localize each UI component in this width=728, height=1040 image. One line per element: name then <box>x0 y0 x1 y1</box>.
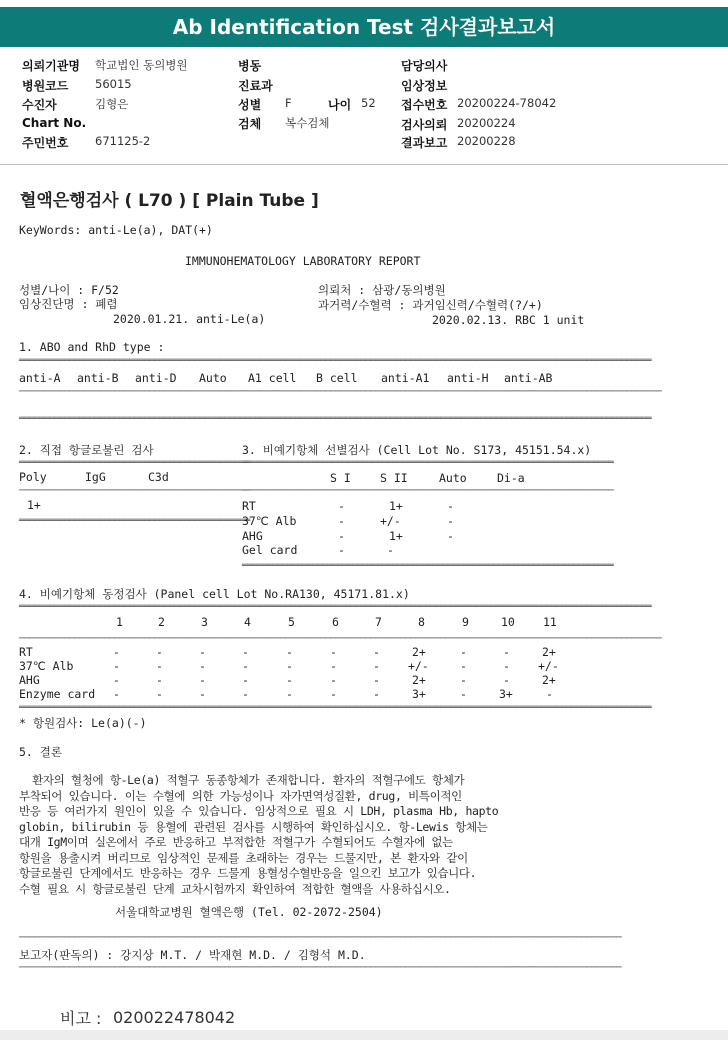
screen-row-label: RT <box>242 499 256 513</box>
info-label: 병동 <box>238 59 262 73</box>
single-rule: ──────────────────────────────────────────────────────────────────────────────────────────────────────────────────────────────── <box>19 634 662 644</box>
lab-title: IMMUNOHEMATOLOGY LABORATORY REPORT <box>185 254 421 268</box>
panel-cell: 2+ <box>542 645 556 659</box>
panel-cell: - <box>156 687 163 701</box>
panel-row-label: RT <box>19 645 33 659</box>
panel-cell: - <box>199 687 206 701</box>
antigen-test: * 항원검사: Le(a)(-) <box>19 716 147 730</box>
dat-value: 1+ <box>27 498 41 512</box>
panel-cell: +/- <box>408 659 429 673</box>
panel-cell: - <box>242 659 249 673</box>
panel-cell: - <box>242 645 249 659</box>
double-rule: ══════════════════════════════════════════════════════════════════════════ <box>242 458 614 468</box>
screen-col: S I <box>330 471 351 485</box>
remark-label: 비고 : <box>60 1009 102 1028</box>
panel-col-header: 8 <box>418 615 425 629</box>
conclusion-line: 항글로불린 단계에서도 반응하는 경우 드물게 용혈성수혈반응을 일으킨 보고가 있습니다. <box>19 866 477 880</box>
section-divider <box>0 164 728 165</box>
panel-cell: - <box>373 673 380 687</box>
panel-row-label: AHG <box>19 673 40 687</box>
abo-col: anti-A1 <box>381 371 430 385</box>
info-label: 진료과 <box>238 79 273 93</box>
panel-cell: - <box>156 673 163 687</box>
patient-requester: 의뢰처 : 삼광/동의병원 <box>318 283 446 297</box>
panel-cell: 2+ <box>412 645 426 659</box>
abo-col: anti-A <box>19 371 61 385</box>
screen-cell: - <box>338 514 345 528</box>
screen-row-label: 37℃ Alb <box>242 514 297 528</box>
double-rule: ══════════════════════════════════════════════════════════════════════════════════════════════════════════════════════════════ <box>19 414 652 424</box>
panel-cell: 2+ <box>412 673 426 687</box>
conclusion-line: 수혈 필요 시 항글로불린 단계 교차시험까지 확인하여 적합한 혈액을 사용하십시오. <box>19 881 451 896</box>
dat-col: IgG <box>85 470 106 484</box>
panel-cell: - <box>330 645 337 659</box>
report-heading: 혈액은행검사 ( L70 ) [ Plain Tube ] <box>20 191 319 211</box>
panel-col-header: 9 <box>462 615 469 629</box>
panel-cell: - <box>330 659 337 673</box>
panel-cell: 2+ <box>542 673 556 687</box>
single-rule: ──────────────────────────────────────────────────────────────────────────────────────────────────────────────────────────────── <box>19 387 662 397</box>
section1-title: 1. ABO and RhD type : <box>19 340 165 354</box>
double-rule: ══════════════════════════════════════════════════════════════════════════════════════════════════════════════════════════════ <box>19 602 652 612</box>
double-rule: ══════════════════════════════════════════════════════════════════════════ <box>242 561 614 571</box>
screen-cell: - <box>338 499 345 513</box>
info-label: 접수번호 <box>401 98 448 112</box>
info-label: Chart No. <box>22 116 87 130</box>
bottom-band <box>0 1030 728 1040</box>
panel-cell: - <box>546 687 553 701</box>
double-rule: ══════════════════════════════════════════════════════════════════════════════════════════════════════════════════════════════ <box>19 356 652 366</box>
panel-cell: - <box>156 645 163 659</box>
panel-cell: - <box>503 659 510 673</box>
info-label: 수진자 <box>22 98 57 112</box>
panel-col-header: 4 <box>244 615 251 629</box>
screen-col: S II <box>380 471 408 485</box>
panel-cell: - <box>373 659 380 673</box>
abo-col: anti-B <box>77 371 119 385</box>
screen-cell: - <box>447 499 454 513</box>
info-label: 검사의뢰 <box>401 118 448 132</box>
conclusion-line: 대개 IgM이며 실온에서 주로 반응하고 부적합한 적혈구가 수혈되어도 수혈자에 없는 <box>19 835 453 849</box>
panel-cell: - <box>460 645 467 659</box>
panel-cell: - <box>242 687 249 701</box>
conclusion-line: 환자의 혈청에 항-Le(a) 적혈구 동종항체가 존재합니다. 환자의 적혈구에도 항체가 <box>19 773 465 787</box>
panel-cell: +/- <box>538 659 559 673</box>
section4-title: 4. 비예기항체 동정검사 (Panel cell Lot No.RA130, 45171.81.x) <box>19 587 410 601</box>
panel-cell: - <box>113 673 120 687</box>
double-rule: ══════════════════════════════════════════════ <box>19 458 250 468</box>
single-rule: ──────────────────────────────────────────────────────────────────────────────────────────────────────────────────────── <box>19 933 622 943</box>
double-rule: ══════════════════════════════════════════════════════════════════════════════════════════════════════════════════════════════ <box>19 703 652 713</box>
conclusion-line: 항원을 용출시켜 버리므로 임상적인 문제를 초래하는 경우는 드물지만, 본 환자와 같이 <box>19 850 468 865</box>
panel-cell: - <box>113 645 120 659</box>
panel-cell: - <box>286 673 293 687</box>
panel-cell: - <box>242 673 249 687</box>
panel-cell: - <box>373 645 380 659</box>
panel-col-header: 1 <box>116 615 123 629</box>
screen-cell: +/- <box>380 514 401 528</box>
panel-col-header: 10 <box>501 615 515 629</box>
info-label: 병원코드 <box>22 79 69 93</box>
panel-cell: - <box>503 645 510 659</box>
info-label: 성별 <box>238 98 262 112</box>
info-value: 학교법인 동의병원 <box>95 58 188 72</box>
section2-title: 2. 직접 항글로불린 검사 <box>19 443 154 457</box>
section3-title: 3. 비예기항체 선별검사 (Cell Lot No. S173, 45151.54.x) <box>242 443 592 457</box>
conclusion-line: 반응 등 여러가지 원인이 있을 수 있습니다. 임상적으로 필요 시 LDH, plasma Hb, hapto <box>19 804 499 818</box>
info-label: 검체 <box>238 117 262 131</box>
panel-cell: - <box>199 673 206 687</box>
screen-cell: - <box>387 543 394 557</box>
panel-col-header: 5 <box>288 615 295 629</box>
screen-row-label: Gel card <box>242 543 298 557</box>
panel-col-header: 7 <box>375 615 382 629</box>
keywords: KeyWords: anti-Le(a), DAT(+) <box>19 223 213 237</box>
patient-history-right: 2020.02.13. RBC 1 unit <box>432 313 585 327</box>
panel-col-header: 3 <box>201 615 208 629</box>
panel-cell: - <box>460 673 467 687</box>
panel-row-label: Enzyme card <box>19 687 96 701</box>
abo-col: anti-D <box>135 371 177 385</box>
panel-col-header: 6 <box>332 615 339 629</box>
panel-row-label: 37℃ Alb <box>19 659 74 673</box>
info-label: 나이 <box>328 98 352 112</box>
patient-sex-age: 성별/나이 : F/52 <box>19 283 119 297</box>
single-rule: ────────────────────────────────────────────── <box>19 486 250 496</box>
panel-cell: - <box>330 673 337 687</box>
screen-cell: - <box>338 529 345 543</box>
conclusion-line: globin, bilirubin 등 용혈에 관련된 검사를 시행하여 확인하십시오. 항-Lewis 항체는 <box>19 819 488 834</box>
panel-cell: - <box>460 659 467 673</box>
panel-cell: - <box>460 687 467 701</box>
info-value: 52 <box>361 96 376 110</box>
screen-cell: - <box>338 543 345 557</box>
screen-row-label: AHG <box>242 529 263 543</box>
screen-col: Auto <box>439 471 467 485</box>
double-rule: ══════════════════════════════════════════════ <box>19 516 250 526</box>
reporter: 보고자(판독의) : 강지상 M.T. / 박재현 M.D. / 김형석 M.D. <box>19 948 366 962</box>
abo-col: Auto <box>199 371 227 385</box>
info-label: 담당의사 <box>401 59 448 73</box>
abo-col: B cell <box>316 371 358 385</box>
panel-col-header: 11 <box>543 615 557 629</box>
patient-diagnosis: 임상진단명 : 폐렴 <box>19 297 118 311</box>
abo-col: A1 cell <box>248 371 297 385</box>
panel-cell: - <box>199 645 206 659</box>
report-title: Ab Identification Test 검사결과보고서 <box>0 7 728 47</box>
screen-cell: 1+ <box>389 529 403 543</box>
hospital-contact: 서울대학교병원 혈액은행 (Tel. 02-2072-2504) <box>115 905 383 919</box>
screen-col: Di-a <box>497 471 525 485</box>
info-label: 의뢰기관명 <box>22 59 80 73</box>
info-value: 56015 <box>95 77 132 91</box>
screen-cell: 1+ <box>389 499 403 513</box>
info-value: 김형은 <box>95 97 129 111</box>
panel-cell: - <box>199 659 206 673</box>
info-label: 주민번호 <box>22 136 69 150</box>
panel-cell: - <box>330 687 337 701</box>
dat-col: Poly <box>19 470 47 484</box>
panel-cell: - <box>286 659 293 673</box>
info-value: 20200228 <box>457 134 516 148</box>
screen-cell: - <box>447 529 454 543</box>
panel-cell: - <box>503 673 510 687</box>
abo-col: anti-H <box>447 371 489 385</box>
panel-cell: 3+ <box>499 687 513 701</box>
section5-title: 5. 결론 <box>19 745 62 759</box>
patient-past-history: 과거력/수혈력 : 과거임신력/수혈력(?/+) <box>318 298 543 312</box>
panel-cell: 3+ <box>412 687 426 701</box>
panel-cell: - <box>286 645 293 659</box>
patient-history-left: 2020.01.21. anti-Le(a) <box>113 312 266 326</box>
panel-cell: - <box>286 687 293 701</box>
dat-col: C3d <box>148 470 169 484</box>
panel-cell: - <box>113 659 120 673</box>
remark-value: 020022478042 <box>113 1008 236 1027</box>
conclusion-line: 부착되어 있습니다. 이는 수혈에 의한 가능성이나 자가면역성질환, drug, 비특이적인 <box>19 788 462 803</box>
abo-col: anti-AB <box>504 371 553 385</box>
info-value: 671125-2 <box>95 134 151 148</box>
info-value: 20200224 <box>457 116 516 130</box>
info-value: F <box>285 96 292 110</box>
panel-col-header: 2 <box>158 615 165 629</box>
info-label: 결과보고 <box>401 136 448 150</box>
single-rule: ──────────────────────────────────────────────────────────────────────────────────────────────────────────────────────── <box>19 963 622 973</box>
panel-cell: - <box>373 687 380 701</box>
single-rule: ────────────────────────────────────────────────────────────────────────── <box>242 486 614 496</box>
screen-cell: - <box>447 514 454 528</box>
panel-cell: - <box>113 687 120 701</box>
info-value: 복수검체 <box>285 116 330 130</box>
info-label: 임상정보 <box>401 79 448 93</box>
info-value: 20200224-78042 <box>457 96 557 110</box>
panel-cell: - <box>156 659 163 673</box>
